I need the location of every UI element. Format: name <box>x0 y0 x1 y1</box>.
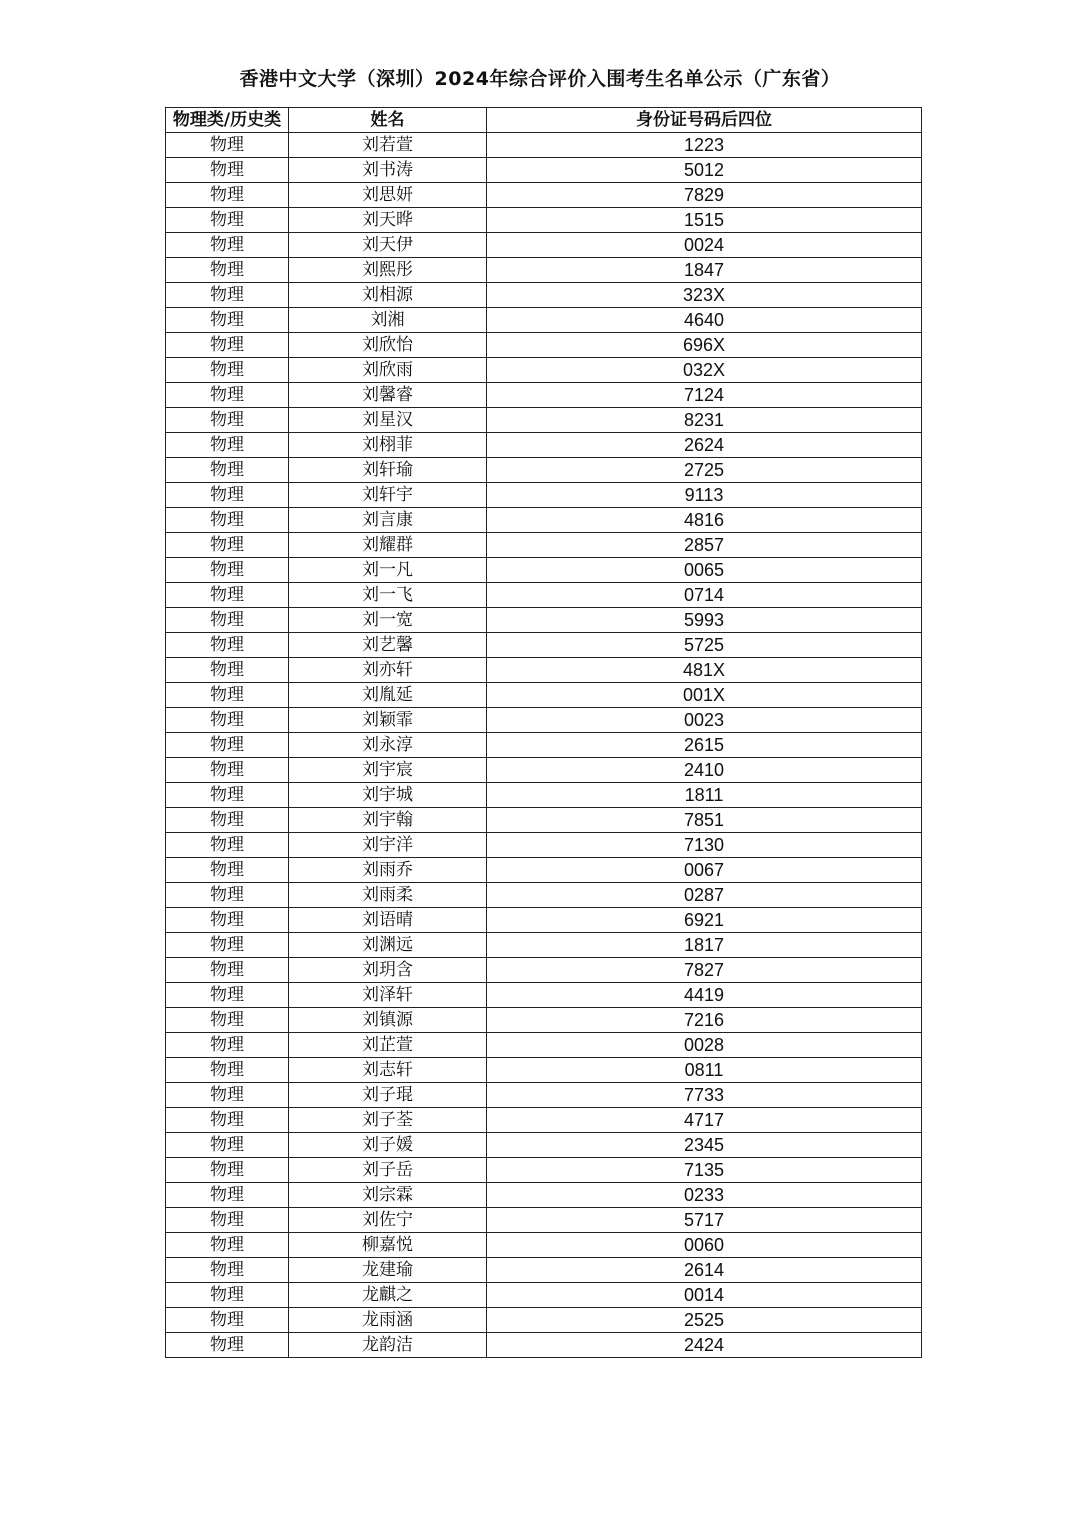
table-row <box>166 133 922 158</box>
category-cell: 物理 <box>166 408 289 433</box>
id-last-four-cell: 0811 <box>487 1058 922 1083</box>
category-cell: 物理 <box>166 708 289 733</box>
name-cell: 刘子媛 <box>289 1133 487 1158</box>
name-cell: 刘宗霖 <box>289 1183 487 1208</box>
category-cell: 物理 <box>166 1058 289 1083</box>
table-row <box>166 958 922 983</box>
table-row <box>166 608 922 633</box>
id-last-four-cell: 7216 <box>487 1008 922 1033</box>
name-cell: 柳嘉悦 <box>289 1233 487 1258</box>
name-cell: 刘相源 <box>289 283 487 308</box>
id-last-four-cell: 1811 <box>487 783 922 808</box>
name-cell: 刘欣怡 <box>289 333 487 358</box>
category-cell: 物理 <box>166 533 289 558</box>
id-last-four-cell: 1847 <box>487 258 922 283</box>
table-row <box>166 658 922 683</box>
id-last-four-cell: 8231 <box>487 408 922 433</box>
id-last-four-cell: 001X <box>487 683 922 708</box>
category-cell: 物理 <box>166 158 289 183</box>
table-row <box>166 433 922 458</box>
name-cell: 刘耀群 <box>289 533 487 558</box>
category-cell: 物理 <box>166 558 289 583</box>
table-row <box>166 983 922 1008</box>
name-cell: 刘泽轩 <box>289 983 487 1008</box>
category-cell: 物理 <box>166 733 289 758</box>
id-last-four-cell: 7733 <box>487 1083 922 1108</box>
category-cell: 物理 <box>166 1283 289 1308</box>
id-last-four-cell: 7827 <box>487 958 922 983</box>
id-last-four-cell: 0023 <box>487 708 922 733</box>
name-cell: 刘轩瑜 <box>289 458 487 483</box>
category-cell: 物理 <box>166 1133 289 1158</box>
name-cell: 刘艺馨 <box>289 633 487 658</box>
table-row <box>166 1108 922 1133</box>
name-cell: 刘宇洋 <box>289 833 487 858</box>
table-row <box>166 258 922 283</box>
name-cell: 刘熙彤 <box>289 258 487 283</box>
table-row <box>166 908 922 933</box>
table-row <box>166 558 922 583</box>
table-row <box>166 1183 922 1208</box>
category-cell: 物理 <box>166 858 289 883</box>
id-last-four-cell: 032X <box>487 358 922 383</box>
name-cell: 刘轩宇 <box>289 483 487 508</box>
id-last-four-cell: 323X <box>487 283 922 308</box>
id-last-four-cell: 4816 <box>487 508 922 533</box>
id-last-four-cell: 696X <box>487 333 922 358</box>
category-cell: 物理 <box>166 1033 289 1058</box>
category-cell: 物理 <box>166 1233 289 1258</box>
id-last-four-cell: 481X <box>487 658 922 683</box>
table-row <box>166 208 922 233</box>
table-row <box>166 333 922 358</box>
name-cell: 刘亦轩 <box>289 658 487 683</box>
name-cell: 刘宇翰 <box>289 808 487 833</box>
category-cell: 物理 <box>166 333 289 358</box>
category-cell: 物理 <box>166 283 289 308</box>
category-cell: 物理 <box>166 383 289 408</box>
table-row <box>166 1133 922 1158</box>
name-cell: 刘语晴 <box>289 908 487 933</box>
table-row <box>166 1283 922 1308</box>
name-cell: 刘镇源 <box>289 1008 487 1033</box>
table-row <box>166 783 922 808</box>
table-row <box>166 1258 922 1283</box>
id-last-four-cell: 0287 <box>487 883 922 908</box>
table-row <box>166 283 922 308</box>
table-row <box>166 1033 922 1058</box>
id-last-four-cell: 0065 <box>487 558 922 583</box>
category-cell: 物理 <box>166 808 289 833</box>
table-row <box>166 758 922 783</box>
name-cell: 刘若萱 <box>289 133 487 158</box>
id-last-four-cell: 5725 <box>487 633 922 658</box>
category-cell: 物理 <box>166 133 289 158</box>
category-cell: 物理 <box>166 1008 289 1033</box>
table-row <box>166 833 922 858</box>
table-row <box>166 308 922 333</box>
name-cell: 刘宇宸 <box>289 758 487 783</box>
category-cell: 物理 <box>166 458 289 483</box>
id-last-four-cell: 0024 <box>487 233 922 258</box>
category-cell: 物理 <box>166 958 289 983</box>
name-cell: 龙韵洁 <box>289 1333 487 1358</box>
id-last-four-cell: 2614 <box>487 1258 922 1283</box>
name-cell: 刘一凡 <box>289 558 487 583</box>
id-last-four-cell: 1515 <box>487 208 922 233</box>
id-last-four-cell: 2424 <box>487 1333 922 1358</box>
category-cell: 物理 <box>166 208 289 233</box>
id-last-four-cell: 0067 <box>487 858 922 883</box>
table-row <box>166 408 922 433</box>
table-row <box>166 1083 922 1108</box>
name-cell: 刘欣雨 <box>289 358 487 383</box>
id-last-four-cell: 2345 <box>487 1133 922 1158</box>
name-cell: 龙雨涵 <box>289 1308 487 1333</box>
category-cell: 物理 <box>166 258 289 283</box>
name-cell: 刘馨睿 <box>289 383 487 408</box>
table-row <box>166 1058 922 1083</box>
name-cell: 刘子荃 <box>289 1108 487 1133</box>
id-last-four-cell: 2624 <box>487 433 922 458</box>
id-last-four-cell: 4717 <box>487 1108 922 1133</box>
header-id-last-four: 身份证号码后四位 <box>487 108 922 133</box>
name-cell: 刘雨乔 <box>289 858 487 883</box>
name-cell: 刘言康 <box>289 508 487 533</box>
category-cell: 物理 <box>166 908 289 933</box>
category-cell: 物理 <box>166 483 289 508</box>
id-last-four-cell: 2725 <box>487 458 922 483</box>
table-row <box>166 158 922 183</box>
table-row <box>166 1333 922 1358</box>
category-cell: 物理 <box>166 1083 289 1108</box>
id-last-four-cell: 0060 <box>487 1233 922 1258</box>
name-cell: 刘佐宁 <box>289 1208 487 1233</box>
table-row <box>166 233 922 258</box>
id-last-four-cell: 2410 <box>487 758 922 783</box>
name-cell: 刘星汉 <box>289 408 487 433</box>
table-row <box>166 583 922 608</box>
category-cell: 物理 <box>166 1258 289 1283</box>
category-cell: 物理 <box>166 608 289 633</box>
category-cell: 物理 <box>166 1333 289 1358</box>
id-last-four-cell: 2857 <box>487 533 922 558</box>
id-last-four-cell: 7124 <box>487 383 922 408</box>
category-cell: 物理 <box>166 433 289 458</box>
name-cell: 刘天伊 <box>289 233 487 258</box>
id-last-four-cell: 1817 <box>487 933 922 958</box>
table-row <box>166 683 922 708</box>
table-row <box>166 1158 922 1183</box>
category-cell: 物理 <box>166 183 289 208</box>
id-last-four-cell: 5993 <box>487 608 922 633</box>
name-cell: 刘雨柔 <box>289 883 487 908</box>
page-title: 香港中文大学（深圳）2024年综合评价入围考生名单公示（广东省） <box>239 68 841 90</box>
category-cell: 物理 <box>166 1308 289 1333</box>
table-row <box>166 183 922 208</box>
category-cell: 物理 <box>166 683 289 708</box>
header-category: 物理类/历史类 <box>166 108 289 133</box>
category-cell: 物理 <box>166 933 289 958</box>
id-last-four-cell: 1223 <box>487 133 922 158</box>
table-row <box>166 1308 922 1333</box>
table-row <box>166 1008 922 1033</box>
name-cell: 刘颖霏 <box>289 708 487 733</box>
name-cell: 刘子岳 <box>289 1158 487 1183</box>
category-cell: 物理 <box>166 1183 289 1208</box>
id-last-four-cell: 2525 <box>487 1308 922 1333</box>
category-cell: 物理 <box>166 983 289 1008</box>
name-cell: 刘永淳 <box>289 733 487 758</box>
id-last-four-cell: 5717 <box>487 1208 922 1233</box>
id-last-four-cell: 6921 <box>487 908 922 933</box>
id-last-four-cell: 9113 <box>487 483 922 508</box>
table-row <box>166 883 922 908</box>
table-row <box>166 708 922 733</box>
name-cell: 刘芷萱 <box>289 1033 487 1058</box>
candidate-table <box>165 107 922 1358</box>
table-row <box>166 1233 922 1258</box>
category-cell: 物理 <box>166 633 289 658</box>
category-cell: 物理 <box>166 883 289 908</box>
category-cell: 物理 <box>166 758 289 783</box>
table-row <box>166 858 922 883</box>
table-header-row <box>166 108 922 133</box>
table-row <box>166 808 922 833</box>
category-cell: 物理 <box>166 833 289 858</box>
name-cell: 刘书涛 <box>289 158 487 183</box>
name-cell: 刘一飞 <box>289 583 487 608</box>
id-last-four-cell: 7829 <box>487 183 922 208</box>
table-row <box>166 508 922 533</box>
category-cell: 物理 <box>166 658 289 683</box>
name-cell: 刘一宽 <box>289 608 487 633</box>
table-row <box>166 733 922 758</box>
id-last-four-cell: 7130 <box>487 833 922 858</box>
name-cell: 刘子琨 <box>289 1083 487 1108</box>
id-last-four-cell: 0233 <box>487 1183 922 1208</box>
category-cell: 物理 <box>166 583 289 608</box>
table-row <box>166 533 922 558</box>
name-cell: 刘栩菲 <box>289 433 487 458</box>
category-cell: 物理 <box>166 1208 289 1233</box>
category-cell: 物理 <box>166 358 289 383</box>
category-cell: 物理 <box>166 783 289 808</box>
table-row <box>166 458 922 483</box>
name-cell: 刘天晔 <box>289 208 487 233</box>
table-row <box>166 633 922 658</box>
name-cell: 龙建瑜 <box>289 1258 487 1283</box>
table-row <box>166 358 922 383</box>
name-cell: 刘志轩 <box>289 1058 487 1083</box>
id-last-four-cell: 4419 <box>487 983 922 1008</box>
id-last-four-cell: 0028 <box>487 1033 922 1058</box>
id-last-four-cell: 7851 <box>487 808 922 833</box>
name-cell: 刘思妍 <box>289 183 487 208</box>
id-last-four-cell: 2615 <box>487 733 922 758</box>
header-name: 姓名 <box>289 108 487 133</box>
name-cell: 刘渊远 <box>289 933 487 958</box>
category-cell: 物理 <box>166 308 289 333</box>
table-row <box>166 383 922 408</box>
table-body <box>166 133 922 1358</box>
category-cell: 物理 <box>166 1108 289 1133</box>
name-cell: 刘玥含 <box>289 958 487 983</box>
name-cell: 刘湘 <box>289 308 487 333</box>
name-cell: 刘宇城 <box>289 783 487 808</box>
name-cell: 刘胤延 <box>289 683 487 708</box>
name-cell: 龙麒之 <box>289 1283 487 1308</box>
id-last-four-cell: 0714 <box>487 583 922 608</box>
id-last-four-cell: 0014 <box>487 1283 922 1308</box>
table-row <box>166 933 922 958</box>
table-row <box>166 483 922 508</box>
category-cell: 物理 <box>166 233 289 258</box>
category-cell: 物理 <box>166 1158 289 1183</box>
table-row <box>166 1208 922 1233</box>
id-last-four-cell: 4640 <box>487 308 922 333</box>
category-cell: 物理 <box>166 508 289 533</box>
id-last-four-cell: 7135 <box>487 1158 922 1183</box>
id-last-four-cell: 5012 <box>487 158 922 183</box>
